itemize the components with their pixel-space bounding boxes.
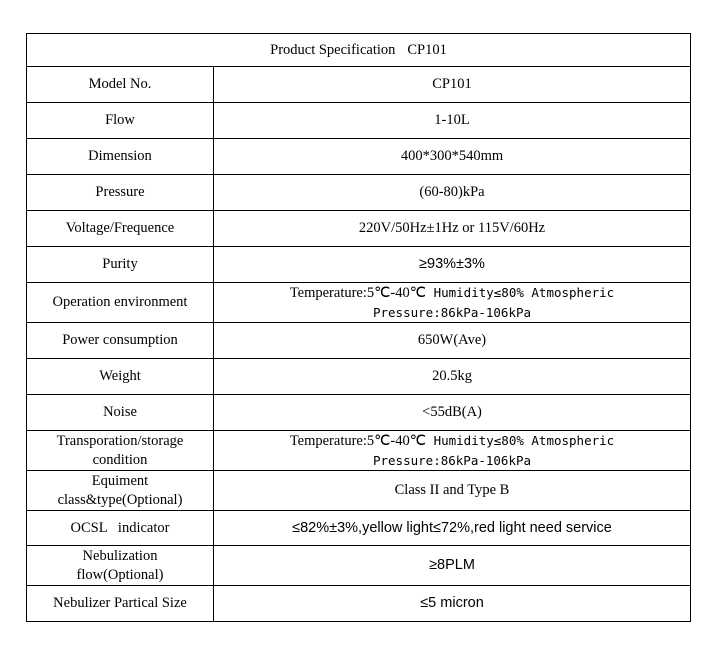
table-row [27, 471, 691, 511]
table-row [27, 586, 691, 622]
spec-value: <55dB(A) [214, 395, 691, 431]
spec-value: CP101 [214, 67, 691, 103]
spec-label-line-2: class&type(Optional) [57, 491, 183, 508]
spec-label [27, 431, 214, 471]
spec-value-line-2: Pressure:86kPa-106kPa [372, 453, 532, 468]
spec-label [27, 546, 214, 586]
spec-value: 20.5kg [214, 359, 691, 395]
table-row [27, 283, 691, 323]
spec-value [214, 283, 691, 323]
spec-label: Nebulizer Partical Size [27, 586, 214, 622]
table-row [27, 103, 691, 139]
table-row [27, 175, 691, 211]
spec-value-humidity: Humidity≤80% Atmospheric [426, 433, 615, 448]
table-row [27, 431, 691, 471]
spec-label-line-1: Equiment [91, 472, 149, 489]
spec-label: Flow [27, 103, 214, 139]
spec-value: ≤82%±3%,yellow light≤72%,red light need service [214, 511, 691, 546]
spec-label: Pressure [27, 175, 214, 211]
spec-label-line-1: Transporation/storage [56, 432, 184, 449]
title-code: CP101 [407, 41, 447, 58]
spec-value: ≥93%±3% [214, 247, 691, 283]
spec-label: Noise [27, 395, 214, 431]
spec-value: ≤5 micron [214, 586, 691, 622]
spec-label: Weight [27, 359, 214, 395]
table-title [27, 34, 691, 67]
spec-label-line-1: Nebulization [82, 547, 158, 564]
spec-value: 220V/50Hz±1Hz or 115V/60Hz [214, 211, 691, 247]
spec-label [27, 471, 214, 511]
spec-value-humidity: Humidity≤80% Atmospheric [426, 285, 615, 300]
spec-value: (60-80)kPa [214, 175, 691, 211]
spec-label: Voltage/Frequence [27, 211, 214, 247]
table-row [27, 546, 691, 586]
spec-label: OCSL indicator [27, 511, 214, 546]
spec-value-temperature: Temperature:5℃-40℃ [289, 433, 427, 449]
table-row [27, 139, 691, 175]
spec-value-line-1 [218, 283, 686, 303]
table-row [27, 323, 691, 359]
spec-value-line-2: Pressure:86kPa-106kPa [372, 305, 532, 320]
table-row [27, 247, 691, 283]
spec-value-temperature: Temperature:5℃-40℃ [289, 285, 427, 301]
spec-label: Model No. [27, 67, 214, 103]
spec-value [214, 431, 691, 471]
spec-value: ≥8PLM [214, 546, 691, 586]
spec-value: 650W(Ave) [214, 323, 691, 359]
spec-value-line-1 [218, 431, 686, 451]
table-row [27, 211, 691, 247]
table-row [27, 511, 691, 546]
spec-label: Dimension [27, 139, 214, 175]
spec-label-line-2: condition [92, 451, 148, 468]
spec-value: 1-10L [214, 103, 691, 139]
spec-label-line-2: flow(Optional) [76, 566, 164, 583]
product-spec-table [26, 33, 691, 622]
spec-value: Class II and Type B [214, 471, 691, 511]
table-title-row [27, 34, 691, 67]
spec-label: Operation environment [27, 283, 214, 323]
spec-label: Purity [27, 247, 214, 283]
spec-value: 400*300*540mm [214, 139, 691, 175]
table-row [27, 395, 691, 431]
table-row [27, 359, 691, 395]
spec-label: Power consumption [27, 323, 214, 359]
table-row [27, 67, 691, 103]
title-label: Product Specification [270, 41, 396, 58]
